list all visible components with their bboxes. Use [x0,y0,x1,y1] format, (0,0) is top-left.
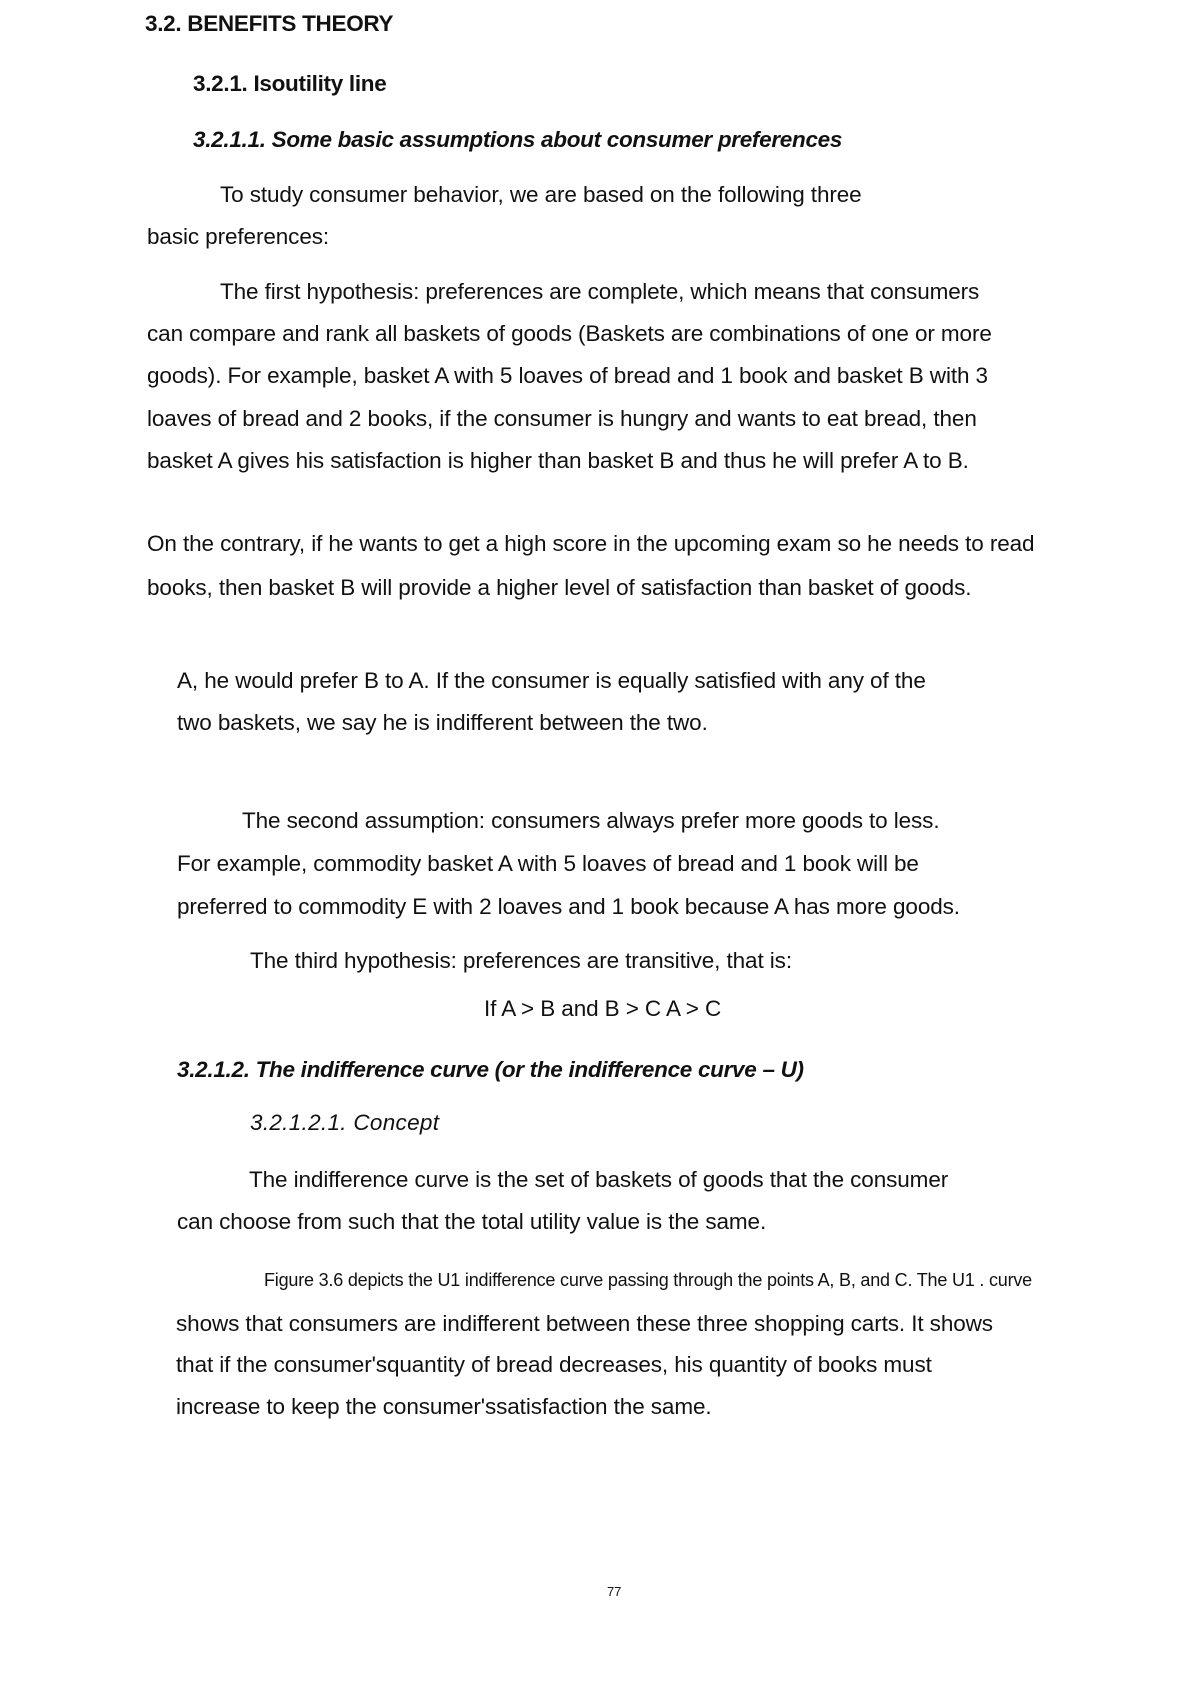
section-heading: 3.2. BENEFITS THEORY [145,11,394,36]
first-hypothesis-line-3: goods). For example, basket A with 5 loaves of bread and 1 book and basket B with 3 [147,363,988,388]
curve-heading: 3.2.1.2. The indifference curve (or the indifference curve – U) [177,1057,804,1082]
second-assumption-line-2: For example, commodity basket A with 5 loaves of bread and 1 book will be [177,851,919,876]
intro-line-2: basic preferences: [147,224,330,249]
figure-text-line-2: that if the consumer'squantity of bread decreases, his quantity of books must [176,1352,932,1377]
concept-line-1: The indifference curve is the set of baskets of goods that the consumer [249,1167,949,1192]
figure-text-line-1: shows that consumers are indifferent between these three shopping carts. It shows [176,1311,993,1336]
contrary-line-2: books, then basket B will provide a higher level of satisfaction than basket of goods. [147,575,972,600]
first-hypothesis-line-5: basket A gives his satisfaction is higher than basket B and thus he will prefer A to B. [147,448,969,473]
first-hypothesis-line-2: can compare and rank all baskets of goods (Baskets are combinations of one or more [147,321,992,346]
intro-line-1: To study consumer behavior, we are based on the following three [220,182,862,207]
concept-line-2: can choose from such that the total utility value is the same. [177,1209,767,1234]
figure-text-line-3: increase to keep the consumer'ssatisfaction the same. [176,1394,712,1419]
first-hypothesis-line-1: The first hypothesis: preferences are complete, which means that consumers [220,279,980,304]
indifferent-line-2: two baskets, we say he is indifferent between the two. [177,710,708,735]
page-number: 77 [607,1584,622,1599]
contrary-line-1: On the contrary, if he wants to get a high score in the upcoming exam so he needs to read [147,531,1035,556]
sub-sub-heading: 3.2.1.1. Some basic assumptions about consumer preferences [193,127,843,152]
second-assumption-line-1: The second assumption: consumers always prefer more goods to less. [242,808,940,833]
second-assumption-line-3: preferred to commodity E with 2 loaves and 1 book because A has more goods. [177,894,960,919]
third-hypothesis: The third hypothesis: preferences are transitive, that is: [250,948,792,973]
sub-heading: 3.2.1. Isoutility line [193,71,387,96]
figure-caption: Figure 3.6 depicts the U1 indifference curve passing through the points A, B, and C. The U1 . curve [264,1270,1032,1290]
first-hypothesis-line-4: loaves of bread and 2 books, if the consumer is hungry and wants to eat bread, then [147,406,977,431]
transitivity-formula: If A > B and B > C A > C [484,996,722,1021]
concept-heading: 3.2.1.2.1. Concept [250,1110,440,1135]
indifferent-line-1: A, he would prefer B to A. If the consumer is equally satisfied with any of the [177,668,926,693]
